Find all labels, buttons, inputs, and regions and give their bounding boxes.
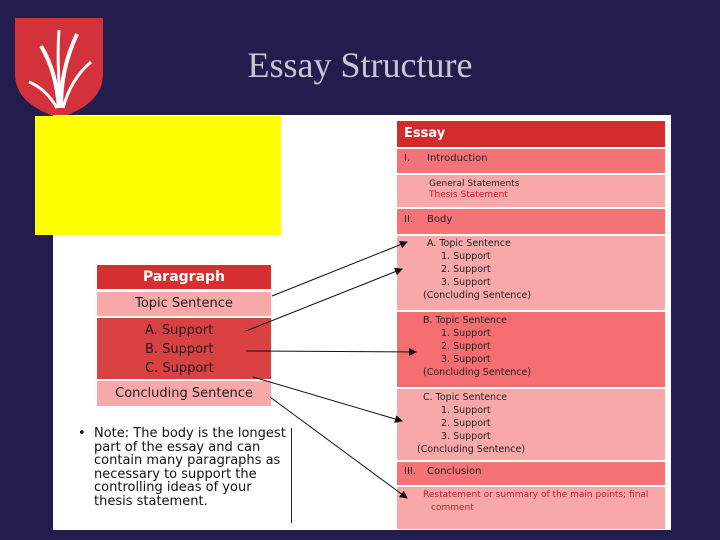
support-a2: 2. Support: [441, 264, 491, 275]
topic-sentence-c: C. Topic Sentence: [423, 392, 508, 403]
arrow-support-to-body-b: [246, 351, 416, 352]
thesis-statement: Thesis Statement: [429, 190, 508, 200]
conclusion-label: Conclusion: [427, 466, 482, 477]
bullet: •: [78, 426, 86, 441]
support-c3: 3. Support: [441, 431, 491, 442]
essay-heading: Essay: [397, 121, 665, 147]
support-c1: 1. Support: [441, 405, 491, 416]
support-a: A. Support: [145, 323, 214, 338]
note-text: Note: The body is the longest part of the essay and can contain many paragraphs as necessary to support the controlling ideas of your thesis statement.: [94, 426, 286, 509]
restatement-line-2: comment: [431, 503, 474, 513]
arrow-concluding-to-body-c: [253, 377, 402, 421]
paragraph-heading: Paragraph: [97, 265, 271, 289]
support-a1: 1. Support: [441, 251, 491, 262]
arrow-concluding-to-conclusion: [270, 397, 407, 498]
concluding-b: (Concluding Sentence): [423, 367, 532, 378]
support-c2: 2. Support: [441, 418, 491, 429]
conclusion-number: III.: [404, 466, 417, 477]
paragraph-topic-sentence: Topic Sentence: [97, 292, 271, 316]
general-statements: General Statements: [429, 179, 520, 189]
intro-number: I.: [404, 153, 411, 164]
body-label: Body: [427, 214, 453, 225]
intro-label: Introduction: [427, 153, 488, 164]
restatement-line-1: Restatement or summary of the main points; final: [423, 490, 649, 500]
concluding-c: (Concluding Sentence): [417, 444, 526, 455]
support-b: B. Support: [145, 342, 214, 357]
concluding-a: (Concluding Sentence): [423, 290, 532, 301]
slide-title: Essay Structure: [247, 45, 473, 85]
body-number: II.: [404, 214, 414, 225]
topic-sentence-b: B. Topic Sentence: [423, 315, 508, 326]
arrow-topic-to-body: [272, 242, 407, 296]
support-c: C. Support: [145, 361, 214, 376]
support-b1: 1. Support: [441, 328, 491, 339]
support-a3: 3. Support: [441, 277, 491, 288]
support-b2: 2. Support: [441, 341, 491, 352]
paragraph-concluding-sentence: Concluding Sentence: [97, 381, 271, 406]
support-b3: 3. Support: [441, 354, 491, 365]
topic-sentence-a: A. Topic Sentence: [427, 238, 511, 249]
arrow-support-to-body-a: [246, 269, 402, 331]
